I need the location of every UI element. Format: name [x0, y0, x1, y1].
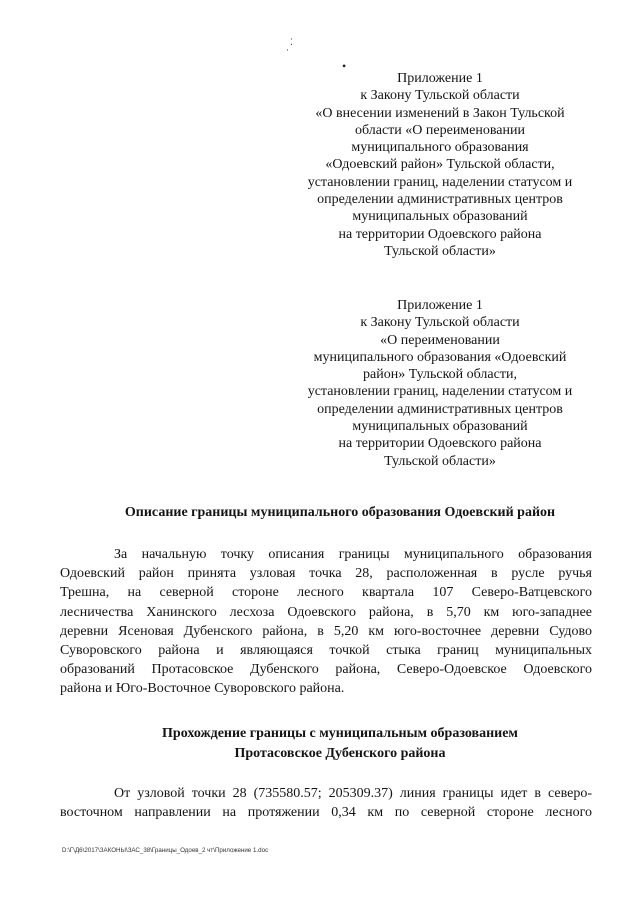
subsection-title-line-1: Прохождение границы с муниципальным образованием: [162, 726, 518, 741]
paragraph-line: лесничества Ханинского лесхоза Одоевского района, в 5,70 км юго-западнее: [60, 604, 592, 620]
appendix-line: определении административных центров: [317, 401, 563, 417]
paragraph-line: Суворовского района и являющаяся точкой стыка границ муниципальных: [60, 643, 592, 659]
appendix-line: установлении границ, наделении статусом и: [307, 384, 573, 400]
footer-file-path: D:\Г\Д6\2017\ЗАКОНЫ\ЗАС_38\Границы_Одоев_2 чт\Приложение 1.doc: [62, 847, 269, 854]
paragraph-line: Одоевский район принята узловая точка 28, расположенная в русле ручья: [60, 566, 592, 582]
paragraph-line: За начальную точку описания границы муниципального образования: [114, 547, 592, 562]
paragraph-line: От узловой точки 28 (735580.57; 205309.37) линия границы идет в северо-: [114, 786, 592, 801]
appendix-line: на территории Одоевского района: [338, 436, 542, 452]
appendix-line: Приложение 1: [397, 298, 483, 313]
appendix-line: «Одоевский район» Тульской области,: [325, 157, 555, 173]
paragraph-line: образований Протасовское Дубенского района, Северо-Одоевское Одоевского: [60, 662, 592, 678]
appendix-line: определении административных центров: [317, 192, 563, 208]
appendix-line: муниципальных образований: [352, 419, 528, 435]
intro-paragraph: [60, 545, 592, 699]
appendix-line: муниципальных образований: [352, 209, 528, 225]
appendix-heading-original: [292, 297, 588, 470]
scan-speck: •: [342, 59, 347, 73]
paragraph-line: восточном направлении на протяжении 0,34 км по северной стороне лесного: [60, 805, 592, 821]
appendix-line: Приложение 1: [397, 71, 483, 86]
appendix-line: к Закону Тульской области: [360, 88, 520, 104]
paragraph-line: деревни Ясеновая Дубенского района, в 5,20 км юго-восточнее деревни Судово: [60, 623, 592, 639]
appendix-line: области «О переименовании: [354, 122, 525, 138]
subsection-title-line-2: Протасовское Дубенского района: [234, 746, 446, 761]
section-title: Описание границы муниципального образования Одоевский район: [124, 505, 556, 520]
appendix-heading-amendment: [292, 70, 588, 260]
scan-speck: ·: [286, 45, 289, 55]
appendix-line: Тульской области»: [384, 243, 496, 259]
appendix-line: муниципального образования: [351, 140, 529, 156]
paragraph-line: района и Юго-Восточное Суворовского района.: [60, 681, 345, 697]
appendix-line: район» Тульской области,: [363, 367, 517, 383]
appendix-line: установлении границ, наделении статусом и: [307, 174, 573, 190]
appendix-line: на территории Одоевского района: [338, 226, 542, 242]
paragraph-line: Трешна, на северной стороне лесного квартала 107 Северо-Ватцевского: [60, 585, 592, 601]
appendix-line: к Закону Тульской области: [360, 315, 520, 331]
appendix-line: муниципального образования «Одоевский: [313, 349, 567, 365]
appendix-line: «О переименовании: [380, 332, 500, 348]
route-paragraph: [60, 784, 592, 822]
scan-speck: ⁚: [290, 37, 293, 47]
appendix-line: Тульской области»: [384, 453, 496, 469]
appendix-line: «О внесении изменений в Закон Тульской: [315, 105, 565, 121]
